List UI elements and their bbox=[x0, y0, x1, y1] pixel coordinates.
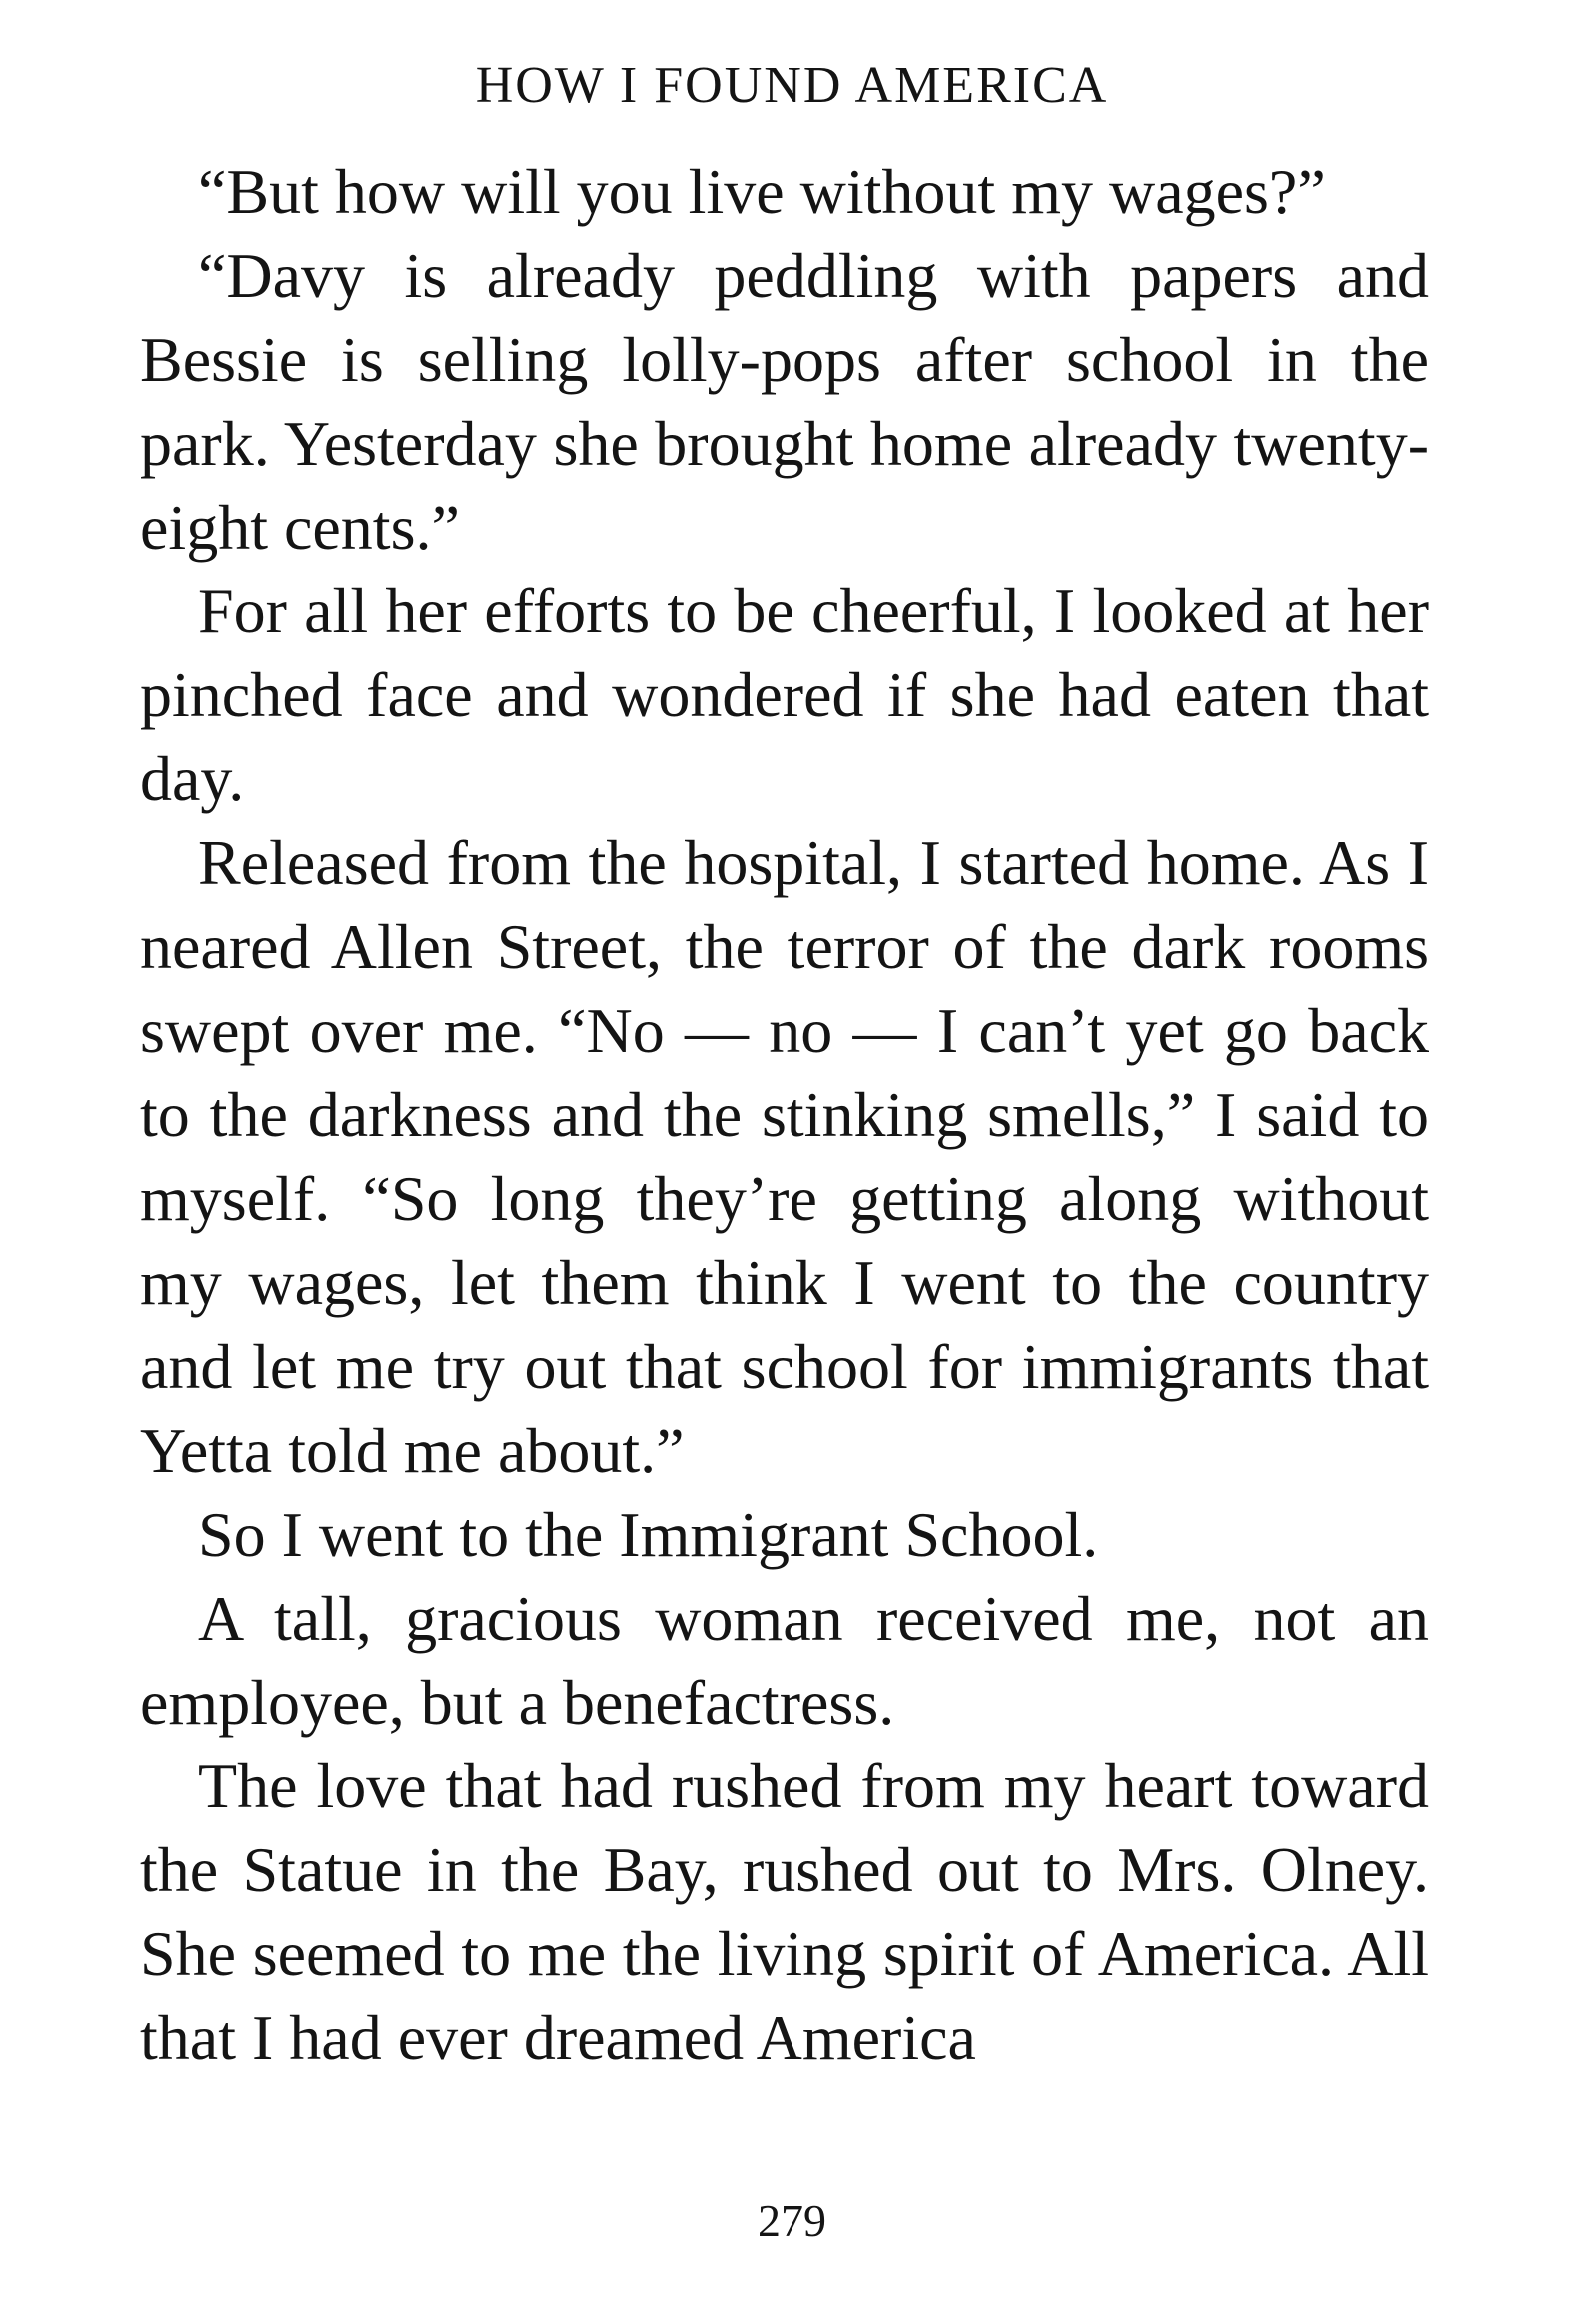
running-head: HOW I FOUND AMERICA bbox=[475, 57, 1109, 114]
paragraph: The love that had rushed from my heart toward the Statue in the Bay, rushed out to Mrs. Olney. She seemed to me the living spirit of America. All that I had ever dreamed America bbox=[140, 1750, 1429, 2073]
paragraph: “Davy is already peddling with papers and Bessie is selling lolly-pops after school in the park. Yesterday she brought home already twenty-eight cents.” bbox=[140, 240, 1429, 563]
paragraph: Released from the hospital, I started home. As I neared Allen Street, the terror of the dark rooms swept over me. “No — no — I can’t yet go back to the darkness and the stinking smells,” I said to myself. “So long they’re getting along without my wages, let them think I went to the country and let me try out that school for immigrants that Yetta told me about.” bbox=[140, 827, 1429, 1486]
body-text bbox=[140, 150, 1429, 2080]
paragraph: A tall, gracious woman received me, not an employee, but a benefactress. bbox=[140, 1583, 1429, 1738]
paragraph: So I went to the Immigrant School. bbox=[198, 1499, 1099, 1570]
page-number: 279 bbox=[758, 2195, 826, 2246]
paragraph: For all her efforts to be cheerful, I looked at her pinched face and wondered if she had eaten that day. bbox=[140, 576, 1429, 814]
paragraph: “But how will you live without my wages?” bbox=[198, 156, 1326, 227]
